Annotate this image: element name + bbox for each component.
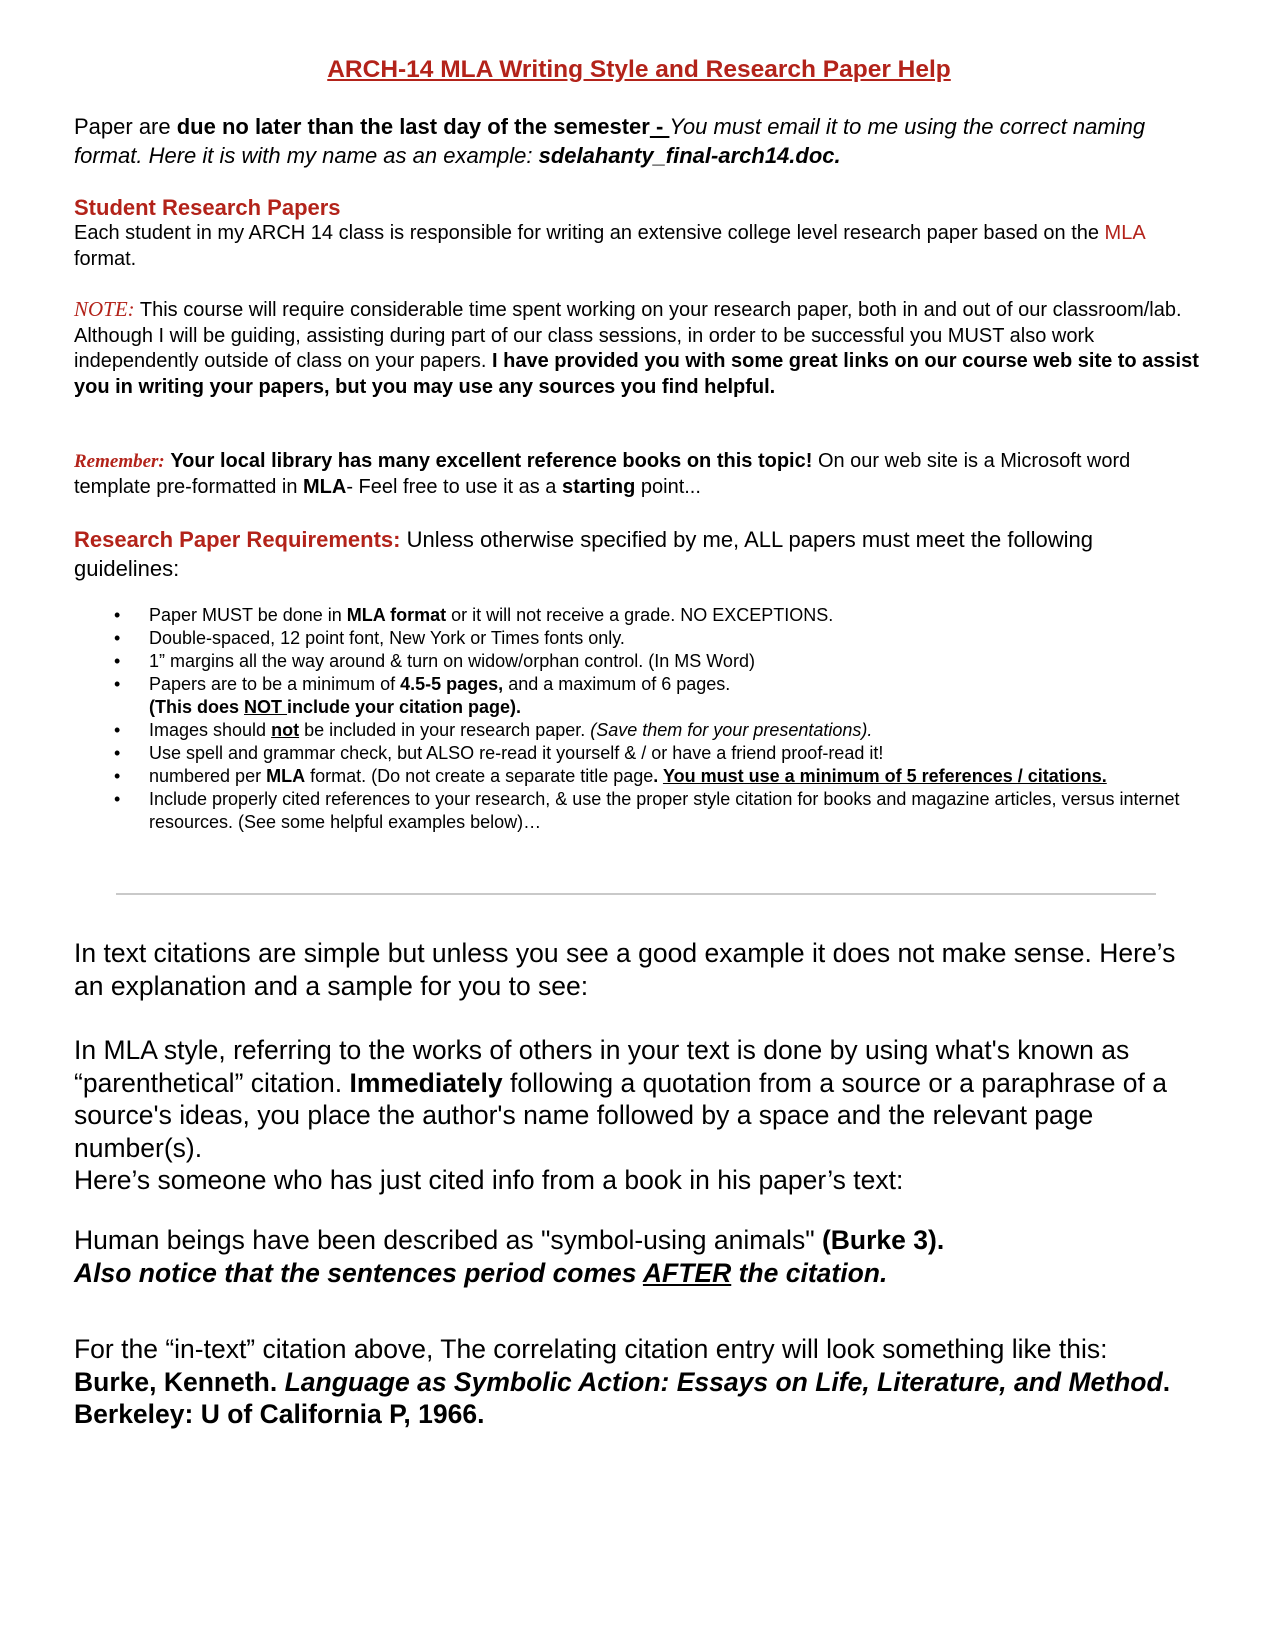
student-papers-paragraph: Each student in my ARCH 14 class is responsible for writing an extensive college level research paper based on the MLA format. xyxy=(74,222,1145,270)
in-text-intro-paragraph: In text citations are simple but unless you see a good example it does not make sense. Here’s an explanation and a sample for you to see: xyxy=(74,938,1176,1001)
parenthetical-paragraph: In MLA style, referring to the works of others in your text is done by using what's known as “parenthetical” citation. Immediately following a quotation from a source or a paraphrase of a source's ideas, you place the author's name followed by a space and the relevant page number(s). Here’s someone who has just cited info from a book in his paper’s text: xyxy=(74,1035,1168,1195)
bullet-icon: • xyxy=(114,766,121,786)
requirements-list xyxy=(74,604,1184,834)
list-item: • Include properly cited references to your research, & use the proper style citation for books and magazine articles, versus internet resources. (See some helpful examples below)… xyxy=(114,789,1180,832)
bullet-icon: • xyxy=(114,789,121,809)
divider xyxy=(116,893,1156,895)
list-item: • Double-spaced, 12 point font, New York or Times fonts only. xyxy=(114,628,625,648)
note-paragraph: NOTE: This course will require considerable time spent working on your research paper, both in and out of our classroom/lab. Although I will be guiding, assisting during part of our class sessions, in order to be successful you MUST also work independently outside of class on your papers. I have provided you with some great links on our course web site to assist you in writing your papers, but you may use any sources you find helpful. xyxy=(74,297,1199,398)
bullet-icon: • xyxy=(114,674,121,694)
works-cited-example: For the “in-text” citation above, The correlating citation entry will look something like this: Burke, Kenneth. Language as Symbolic Action: Essays on Life, Literature, and Method. Berkeley: U of California P, 1966. xyxy=(74,1334,1171,1429)
list-item: • 1” margins all the way around & turn on widow/orphan control. (In MS Word) xyxy=(114,651,755,671)
list-item: • Images should not be included in your research paper. (Save them for your presentations). xyxy=(114,720,873,740)
bullet-icon: • xyxy=(114,651,121,671)
list-item: • Use spell and grammar check, but ALSO re-read it yourself & / or have a friend proof-read it! xyxy=(114,743,884,763)
list-item: • Papers are to be a minimum of 4.5-5 pages, and a maximum of 6 pages. (This does NOT include your citation page). xyxy=(114,674,731,717)
citation-example: Human beings have been described as "symbol-using animals" (Burke 3). Also notice that the sentences period comes AFTER the citation. xyxy=(74,1225,945,1288)
bullet-icon: • xyxy=(114,605,121,625)
bullet-icon: • xyxy=(114,720,121,740)
bullet-icon: • xyxy=(114,743,121,763)
bullet-icon: • xyxy=(114,628,121,648)
requirements-paragraph: Research Paper Requirements: Unless otherwise specified by me, ALL papers must meet the following guidelines: xyxy=(74,527,1093,581)
list-item: • numbered per MLA format. (Do not create a separate title page. You must use a minimum of 5 references / citations. xyxy=(114,766,1107,786)
page-title: ARCH-14 MLA Writing Style and Research Paper Help xyxy=(327,56,951,83)
remember-paragraph: Remember: Your local library has many excellent reference books on this topic! On our web site is a Microsoft word template pre-formatted in MLA- Feel free to use it as a starting point... xyxy=(74,450,1131,498)
student-papers-heading: Student Research Papers xyxy=(74,195,341,220)
due-date-paragraph: Paper are due no later than the last day of the semester - You must email it to me using the correct naming format. Here it is with my name as an example: sdelahanty_final-arch14.doc. xyxy=(74,114,1146,168)
list-item: • Paper MUST be done in MLA format or it will not receive a grade. NO EXCEPTIONS. xyxy=(114,605,834,625)
